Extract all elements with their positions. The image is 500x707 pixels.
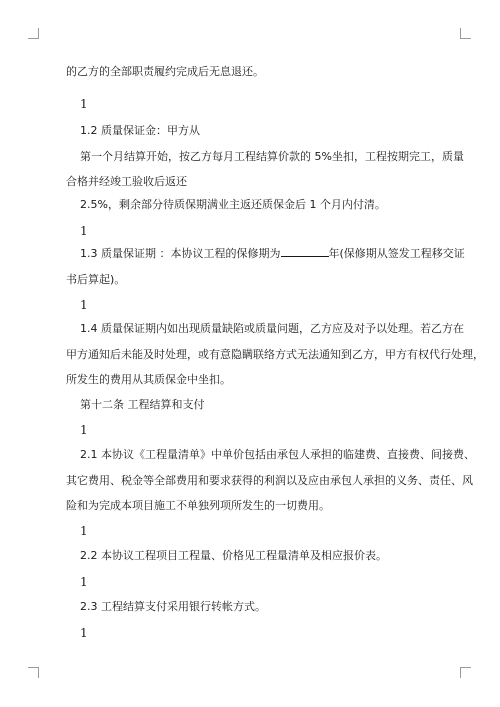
paragraph-marker: 1	[80, 97, 88, 111]
paragraph-line: 甲方通知后未能及时处理，或有意隐瞒联络方式无法通知到乙方，甲方有权代行处理，	[66, 348, 484, 361]
paragraph-line: 2.1 本协议《工程量清单》中单价包括由承包人承担的临建费、直接费、间接费、	[80, 448, 475, 461]
paragraph-marker: 1	[80, 298, 88, 312]
warranty-period-label: 1.3 质量保证期 ：本协议工程的保修期为	[80, 247, 281, 260]
paragraph-marker: 1	[80, 575, 88, 589]
paragraph-marker: 1	[80, 524, 88, 538]
paragraph-line: 1.4 质量保证期内如出现质量缺陷或质量问题，乙方应及对予以处理。若乙方在	[80, 322, 464, 335]
crop-mark-top-left	[28, 28, 39, 39]
paragraph-marker: 1	[80, 626, 88, 640]
paragraph-line: 其它费用、税金等全部费用和要求获得的利润以及应由承包人承担的义务、责任、风	[66, 474, 473, 487]
paragraph-marker: 1	[80, 423, 88, 437]
article-heading: 第十二条 工程结算和支付	[80, 398, 205, 411]
paragraph-marker: 1	[80, 224, 88, 238]
paragraph-line: 的乙方的全部职责履约完成后无息退还。	[66, 65, 264, 78]
crop-mark-bottom-right	[460, 667, 471, 678]
crop-mark-top-right	[460, 28, 471, 39]
paragraph-line: 合格并经竣工验收后返还	[66, 175, 187, 188]
paragraph-line: 2.3 工程结算支付采用银行转帐方式。	[80, 600, 266, 613]
paragraph-line: 所发生的费用从其质保金中坐扣。	[66, 373, 231, 386]
warranty-period-line	[80, 247, 465, 261]
paragraph-line: 2.2 本协议工程项目工程量、价格见工程量清单及相应报价表。	[80, 549, 387, 562]
paragraph-line: 第一个月结算开始，按乙方每月工程结算价款的 5%坐扣，工程按期完工，质量	[80, 150, 464, 163]
paragraph-line: 书后算起)。	[66, 273, 126, 286]
blank-field	[281, 247, 329, 257]
warranty-period-unit: 年(保修期从签发工程移交证	[328, 247, 465, 260]
crop-mark-bottom-left	[28, 667, 39, 678]
paragraph-line: 险和为完成本项目施工不单独列项所发生的一切费用。	[66, 499, 330, 512]
paragraph-line: 2.5%，剩余部分待质保期满业主返还质保金后 1 个月内付清。	[80, 198, 386, 211]
section-heading: 1.2 质量保证金：甲方从	[80, 124, 200, 137]
